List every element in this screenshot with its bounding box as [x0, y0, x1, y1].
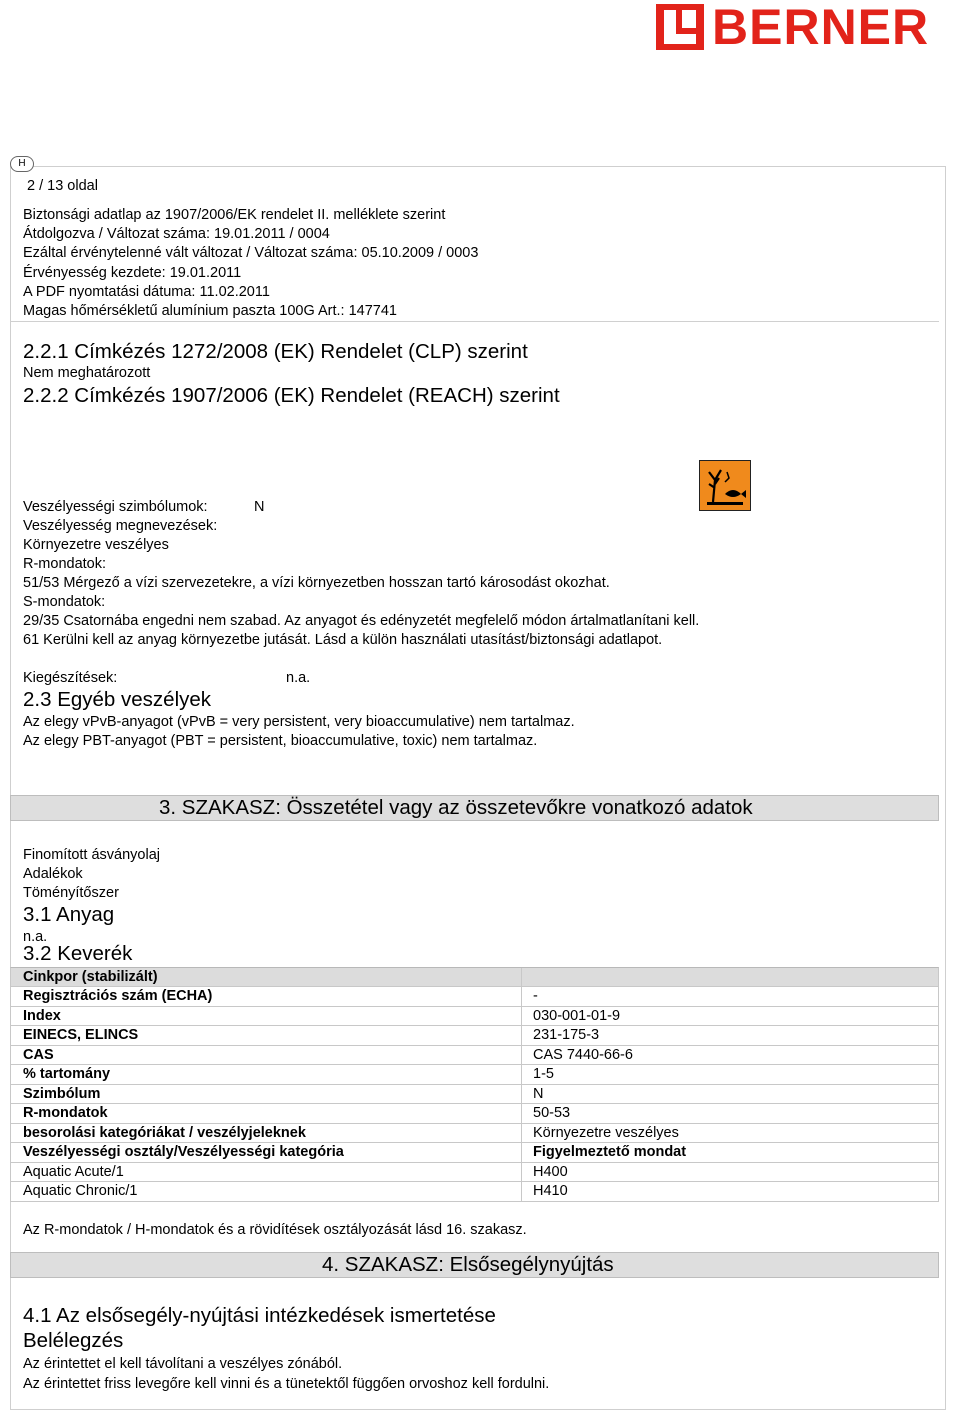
component-name: Cinkpor (stabilizált) — [23, 969, 158, 985]
section-3-header — [10, 795, 939, 821]
table-row-value: N — [533, 1085, 544, 1102]
table-row-label: EINECS, ELINCS — [23, 1027, 139, 1043]
component-table-head — [10, 967, 939, 987]
table-row-label: Szimbólum — [23, 1085, 101, 1102]
header-line-4: Érvényesség kezdete: 19.01.2011 — [23, 265, 242, 281]
table-row-value: Figyelmeztető mondat — [533, 1144, 687, 1160]
section-3-title: 3. SZAKASZ: Összetétel vagy az összetevőkre vonatkozó adatok — [159, 796, 753, 819]
column-separator — [521, 1104, 522, 1123]
page-number: 2 / 13 oldal — [27, 178, 98, 194]
supplements-value: n.a. — [286, 670, 311, 686]
section-4-1-title: 4.1 Az elsősegély-nyújtási intézkedések ismertetése — [23, 1304, 496, 1327]
section-2-2-2-title: 2.2.2 Címkézés 1907/2006 (EK) Rendelet (REACH) szerint — [23, 384, 560, 407]
table-row — [10, 1104, 939, 1124]
hazard-designation-label: Veszélyesség megnevezések: — [23, 518, 218, 534]
section-3-intro-1: Finomított ásványolaj — [23, 847, 161, 863]
table-row-value: CAS 7440-66-6 — [533, 1046, 633, 1063]
table-row-label: besorolási kategóriákat / veszélyjeleknek — [23, 1124, 306, 1141]
header-line-2: Átdolgozva / Változat száma: 19.01.2011 / 0004 — [23, 226, 330, 242]
section-3-1-title: 3.1 Anyag — [23, 903, 115, 926]
berner-logo — [656, 0, 956, 55]
section-2-2-1-title: 2.2.1 Címkézés 1272/2008 (EK) Rendelet (CLP) szerint — [23, 340, 528, 363]
table-row-label: % tartomány — [23, 1066, 111, 1082]
table-row-label: Aquatic Chronic/1 — [23, 1183, 138, 1199]
table-row-value: 030-001-01-9 — [533, 1007, 621, 1024]
header-line-5: A PDF nyomtatási dátuma: 11.02.2011 — [23, 284, 270, 300]
column-separator — [521, 1163, 522, 1182]
s-phrases-text-2: 61 Kerülni kell az anyag környezetbe jutását. Lásd a külön használati utasítást/biztonsági adatlapot. — [23, 632, 663, 648]
supplements-label: Kiegészítések: — [23, 670, 118, 686]
table-row-label: CAS — [23, 1046, 54, 1063]
r-phrases-label: R-mondatok: — [23, 556, 107, 572]
table-row — [10, 1026, 939, 1046]
section-2-3-title: 2.3 Egyéb veszélyek — [23, 688, 212, 711]
table-row — [10, 1182, 939, 1202]
table-row-value: 1-5 — [533, 1066, 554, 1082]
hazard-designation-value: Környezetre veszélyes — [23, 537, 169, 553]
berner-logo-mark — [656, 4, 704, 50]
table-row — [10, 1124, 939, 1144]
section-3-intro-2: Adalékok — [23, 866, 83, 882]
column-separator — [521, 1026, 522, 1045]
table-row-label: Regisztrációs szám (ECHA) — [23, 988, 213, 1004]
column-separator — [521, 1182, 522, 1201]
table-row-label: R-mondatok — [23, 1105, 108, 1121]
section-2-2-1-text: Nem meghatározott — [23, 365, 151, 381]
section-4-title: 4. SZAKASZ: Elsősegélynyújtás — [322, 1253, 614, 1276]
section-4-line-2: Az érintettet friss levegőre kell vinni és a tünetektől függően orvoshoz kell fordulni. — [23, 1376, 550, 1392]
s-phrases-text-1: 29/35 Csatornába engedni nem szabad. Az anyagot és edényzetét megfelelő módon ártalmatlanítani kell. — [23, 613, 700, 629]
table-row-label: Veszélyességi osztály/Veszélyességi kategória — [23, 1144, 344, 1160]
section-3-2-title: 3.2 Keverék — [23, 942, 133, 965]
hazard-symbols-value: N — [254, 499, 265, 515]
berner-logo-text: BERNER — [712, 0, 930, 55]
section-2-3-line-2: Az elegy PBT-anyagot (PBT = persistent, bioaccumulative, toxic) nem tartalmaz. — [23, 733, 538, 749]
table-row-value: - — [533, 988, 538, 1004]
section-4-header — [10, 1252, 939, 1278]
section-3-note: Az R-mondatok / H-mondatok és a rövidítések osztályozását lásd 16. szakasz. — [23, 1222, 527, 1238]
header-divider — [10, 321, 939, 322]
table-row — [10, 1046, 939, 1066]
header-line-3: Ezáltal érvénytelenné vált változat / Változat száma: 05.10.2009 / 0003 — [23, 245, 479, 261]
column-separator — [521, 1007, 522, 1026]
column-separator — [521, 1065, 522, 1084]
table-row — [10, 1143, 939, 1163]
table-row-value: H410 — [533, 1183, 568, 1199]
table-row — [10, 987, 939, 1007]
section-3-1-value: n.a. — [23, 929, 48, 945]
table-row-label: Aquatic Acute/1 — [23, 1163, 124, 1180]
section-3-intro-3: Töményítőszer — [23, 885, 119, 901]
section-4-line-1: Az érintettet el kell távolítani a veszélyes zónából. — [23, 1356, 343, 1372]
table-row-label: Index — [23, 1007, 61, 1024]
section-2-3-line-1: Az elegy vPvB-anyagot (vPvB = very persistent, very bioaccumulative) nem tartalmaz. — [23, 714, 575, 730]
table-row-value: 231-175-3 — [533, 1027, 600, 1043]
environment-hazard-icon — [699, 460, 751, 511]
language-badge: H — [10, 156, 34, 172]
column-separator — [521, 1124, 522, 1143]
table-row-value: 50-53 — [533, 1105, 571, 1121]
header-line-6: Magas hőmérsékletű alumínium paszta 100G Art.: 147741 — [23, 303, 397, 319]
inhalation-title: Belélegzés — [23, 1329, 124, 1352]
hazard-symbols-label: Veszélyességi szimbólumok: — [23, 499, 208, 515]
column-separator — [521, 987, 522, 1006]
column-separator — [521, 968, 522, 986]
table-row — [10, 1163, 939, 1183]
table-row — [10, 1085, 939, 1105]
column-separator — [521, 1046, 522, 1065]
column-separator — [521, 1143, 522, 1162]
s-phrases-label: S-mondatok: — [23, 594, 106, 610]
r-phrases-text: 51/53 Mérgező a vízi szervezetekre, a vízi környezetben hosszan tartó károsodást okozhat. — [23, 575, 610, 591]
table-row — [10, 1065, 939, 1085]
table-row-value: H400 — [533, 1163, 568, 1180]
table-row — [10, 1007, 939, 1027]
table-row-value: Környezetre veszélyes — [533, 1124, 679, 1141]
header-line-1: Biztonsági adatlap az 1907/2006/EK rendelet II. melléklete szerint — [23, 207, 446, 223]
column-separator — [521, 1085, 522, 1104]
